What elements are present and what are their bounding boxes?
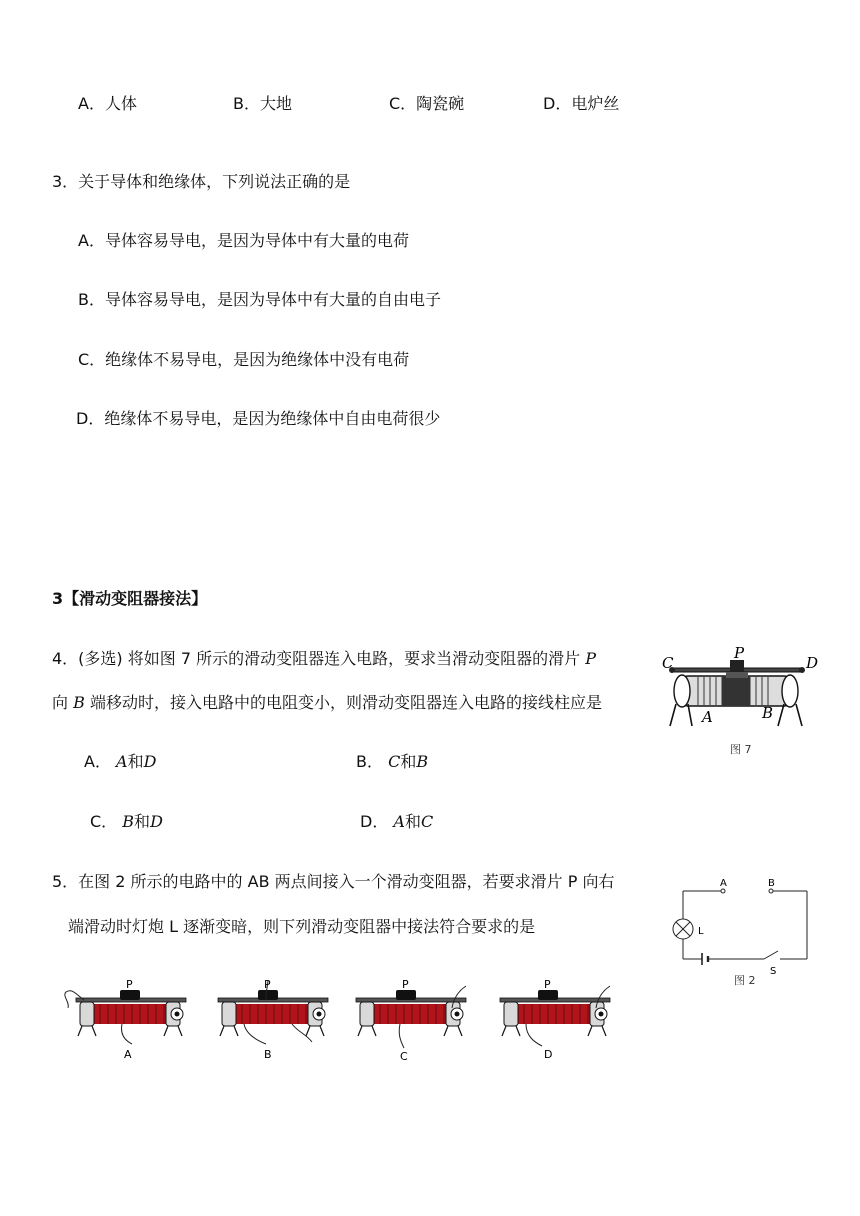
q2-option-c: C．陶瓷碗 <box>389 94 465 113</box>
q4-option-var: B <box>122 812 135 831</box>
q4-var-p: P <box>585 649 596 668</box>
q4-line1-text: 4．(多选) 将如图 7 所示的滑动变阻器连入电路，要求当滑动变阻器的滑片 <box>52 649 586 668</box>
q4-option-c <box>90 812 163 831</box>
q4-option-b <box>356 752 428 771</box>
figure-2-circuit <box>664 876 824 986</box>
q3-option-a: A．导体容易导电，是因为导体中有大量的电荷 <box>78 231 409 250</box>
q4-option-conj: 和 <box>400 752 417 771</box>
fig7-label-a: A <box>702 708 713 726</box>
fig2-label-s: S <box>770 966 777 977</box>
rheostat-option-b <box>204 978 336 1064</box>
rheostat-c-slider-label: P <box>402 978 409 991</box>
q4-line2-suffix: 端移动时，接入电路中的电阻变小，则滑动变阻器连入电路的接线柱应是 <box>84 693 602 712</box>
rheostat-c-label: C <box>400 1050 408 1063</box>
q4-option-var: D <box>150 812 163 831</box>
q4-option-label: D． <box>360 812 389 831</box>
rheostat-d-label: D <box>544 1048 553 1061</box>
q4-option-label: A． <box>84 752 111 771</box>
q4-option-var: B <box>416 752 429 771</box>
rheostat-a-slider-label: P <box>126 978 133 991</box>
q4-line2-prefix: 向 <box>52 693 74 712</box>
q2-option-a: A．人体 <box>78 94 137 113</box>
fig2-label-l: L <box>698 926 704 937</box>
fig2-label-b: B <box>768 878 775 889</box>
figure-7-rheostat <box>660 646 820 736</box>
q4-line-1 <box>52 649 596 668</box>
q3-option-b: B．导体容易导电，是因为导体中有大量的自由电子 <box>78 290 441 309</box>
q4-option-conj: 和 <box>404 812 421 831</box>
rheostat-option-c <box>342 978 474 1064</box>
fig2-label-a: A <box>720 878 727 889</box>
q4-option-d <box>360 812 433 831</box>
q4-var-b: B <box>73 693 85 712</box>
q2-option-b: B．大地 <box>233 94 292 113</box>
q3-stem: 3．关于导体和绝缘体，下列说法正确的是 <box>52 172 351 191</box>
q3-option-c: C．绝缘体不易导电，是因为绝缘体中没有电荷 <box>78 350 410 369</box>
rheostat-option-a <box>62 978 194 1064</box>
fig7-label-c: C <box>662 654 674 672</box>
q5-line-2: 端滑动时灯炮 L 逐渐变暗，则下列滑动变阻器中接法符合要求的是 <box>68 917 536 936</box>
fig7-label-b: B <box>762 704 774 722</box>
rheostat-b-slider-label: P <box>264 978 271 991</box>
q4-option-conj: 和 <box>127 752 144 771</box>
q4-option-var: A <box>116 752 128 771</box>
q2-option-d: D．电炉丝 <box>543 94 620 113</box>
q4-option-var: C <box>421 812 434 831</box>
q4-option-label: C． <box>90 812 118 831</box>
q5-line-1: 5．在图 2 所示的电路中的 AB 两点间接入一个滑动变阻器，若要求滑片 P 向右 <box>52 872 615 891</box>
rheostat-option-d <box>486 978 618 1064</box>
figure-7-caption: 图 7 <box>730 743 752 756</box>
q4-option-var: D <box>143 752 157 771</box>
q4-option-a <box>84 752 156 771</box>
fig7-label-d: D <box>806 654 819 672</box>
q4-option-label: B． <box>356 752 383 771</box>
rheostat-b-label: B <box>264 1048 272 1061</box>
section-heading: 3【滑动变阻器接法】 <box>52 589 208 608</box>
q4-option-conj: 和 <box>134 812 151 831</box>
rheostat-a-label: A <box>124 1048 132 1061</box>
fig7-label-p: P <box>734 644 745 662</box>
figure-2-caption: 图 2 <box>734 974 756 987</box>
rheostat-d-slider-label: P <box>544 978 551 991</box>
q4-option-var: A <box>393 812 405 831</box>
q3-option-d: D．绝缘体不易导电，是因为绝缘体中自由电荷很少 <box>76 409 441 428</box>
q4-line-2 <box>52 693 602 712</box>
q4-option-var: C <box>388 752 401 771</box>
